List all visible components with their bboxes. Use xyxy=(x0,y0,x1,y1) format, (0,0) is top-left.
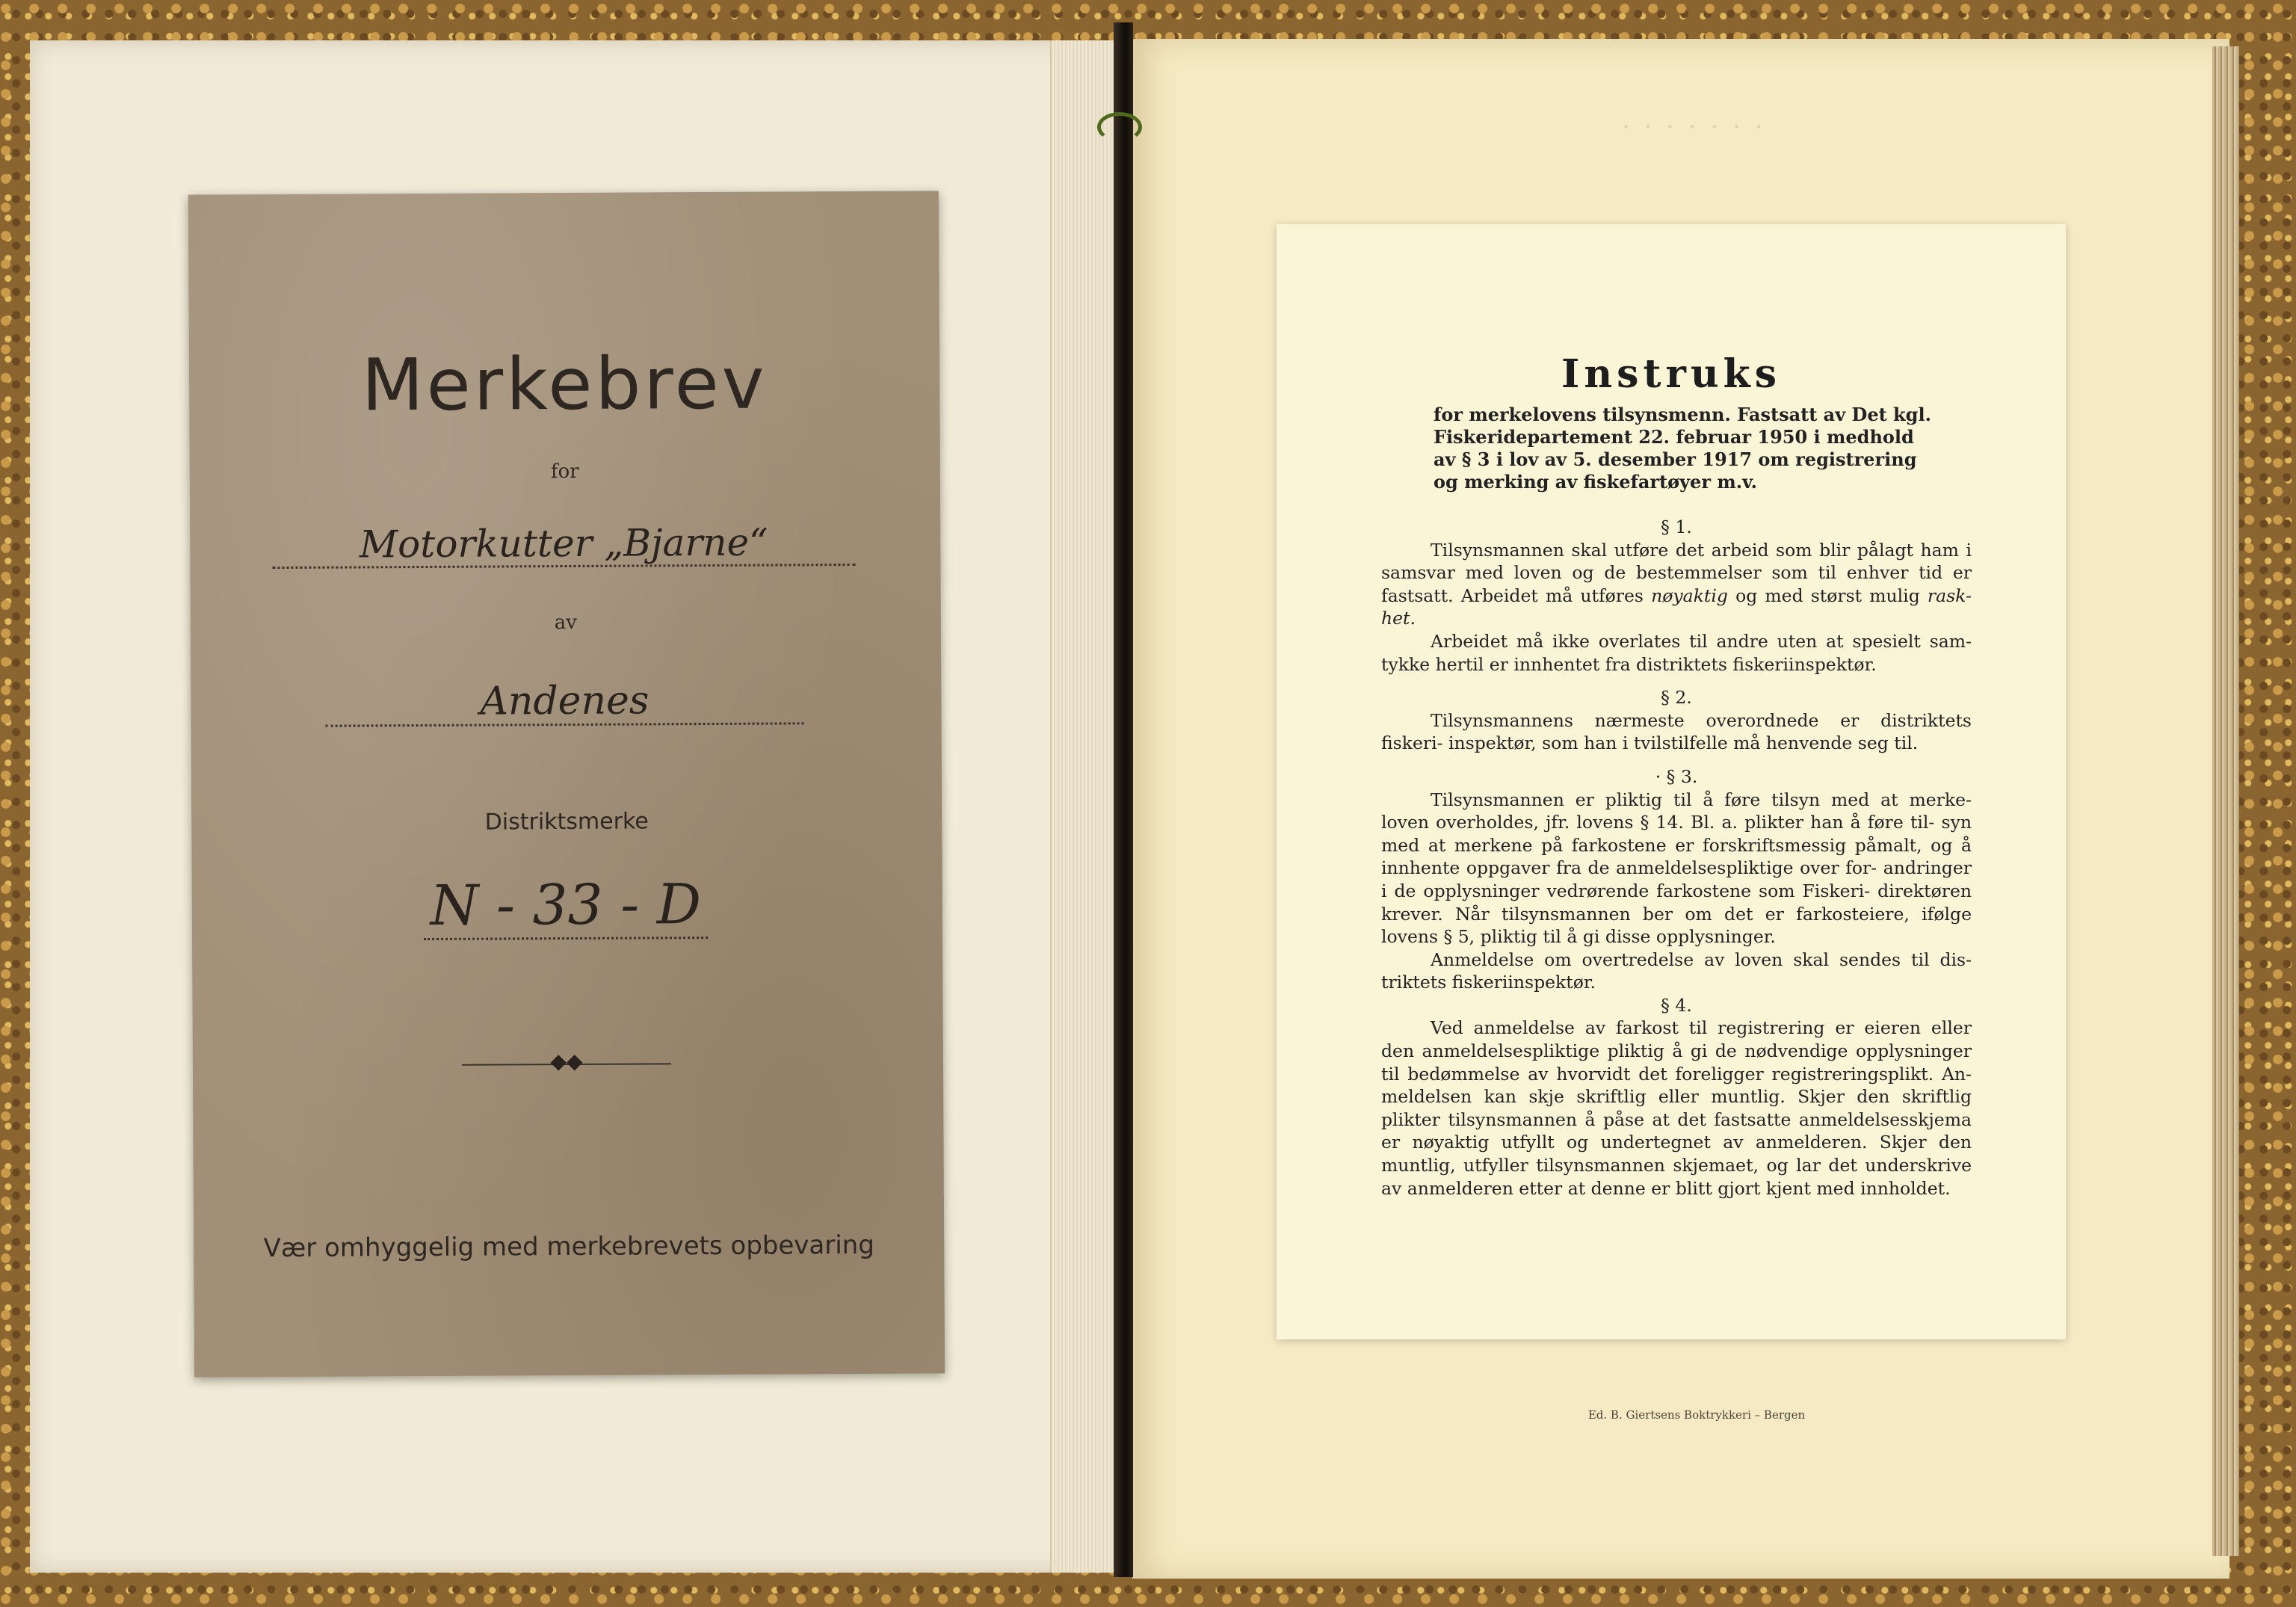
card-district-label: Distriktsmerke xyxy=(484,808,649,836)
instruks-intro: for merkelovens tilsynsmenn. Fastsatt av Det kgl. Fiskeridepartement 22. februar 1950 i medhold av § 3 i lov av 5. desember 1917 om registrering og merking av fiskefartøyer m.v. xyxy=(1434,404,1931,493)
binding-thread xyxy=(1097,112,1142,142)
section-1-heading: § 1. xyxy=(1661,516,1692,537)
bleed-through-text: · · · · · · · xyxy=(1622,112,1766,142)
section-1-paragraph-1: Tilsynsmannen skal utføre det arbeid som blir pålagt ham i samsvar med loven og de bestemmelser som til enhver tid er fastsatt. Arbeidet må utføres nøyaktig og med størst mulig rask- het. xyxy=(1381,539,1972,629)
section-3-heading: · § 3. xyxy=(1655,765,1698,787)
card-footer: Vær omhyggelig med merkebrevets opbevaring xyxy=(263,1230,874,1264)
card-district-mark: N - 33 - D xyxy=(424,872,708,940)
section-2-paragraph-1: Tilsynsmannens nærmeste overordnede er distriktets fiskeri- inspektør, som han i tvilstilfelle må henvende seg til. xyxy=(1381,709,1972,754)
instruks-title: Instruks xyxy=(1561,351,1781,397)
printer-imprint: Ed. B. Giertsens Boktrykkeri – Bergen xyxy=(1587,1408,1806,1422)
ornament-glyph: ◆◆ xyxy=(550,1048,583,1074)
card-owner-place: Andenes xyxy=(325,677,803,727)
card-ornament xyxy=(462,1048,671,1074)
section-3-paragraph-1: Tilsynsmannen er pliktig til å føre tilsyn med at merke- loven overholdes, jfr. lovens § 14. Bl. a. plikter han å føre til- syn med at merkene på farkostene er forskriftsmessig påmalt, og å innhente oppgaver fra de anmeldelsespliktige over for- andringer i de opplysninger vedrørende farkostene som Fiskeri- direktøren krever. Når tilsynsmannen ber om det er farkosteiere, ifølge lovens § 5, pliktig til å gi disse opplysninger. xyxy=(1381,789,1972,948)
card-av-label: av xyxy=(554,611,578,635)
section-4-heading: § 4. xyxy=(1661,994,1692,1016)
page-edges xyxy=(2212,46,2239,1556)
merkebrev-card xyxy=(188,191,945,1377)
instruks-body xyxy=(1381,516,1972,1200)
section-1-paragraph-2: Arbeidet må ikke overlates til andre uten at spesielt sam- tykke hertil er innhentet fra distriktets fiskeriinspektør. xyxy=(1381,630,1972,675)
instruks-sheet xyxy=(1277,224,2066,1339)
card-vessel-name: Motorkutter „Bjarne“ xyxy=(272,520,855,569)
card-title: Merkebrev xyxy=(361,341,768,428)
section-4-paragraph-1: Ved anmeldelse av farkost til registrering er eieren eller den anmeldelsespliktige pliktig å gi de nødvendige opplysninger til bedømmelse av hvorvidt det foreligger registreringsplikt. An- meldelsen kan skje skriftlig eller muntlig. Skjer den skriftlig plikter tilsynsmannen å påse at det fastsatte anmeldelsesskjema er nøyaktig utfyllt og undertegnet av anmelderen. Skjer den muntlig, utfyller tilsynsmannen skjemaet, og lar det underskrive av anmelderen etter at denne er blitt gjort kjent med innholdet. xyxy=(1381,1017,1972,1199)
section-2-heading: § 2. xyxy=(1661,687,1692,709)
gutter xyxy=(1114,22,1133,1577)
section-3-paragraph-2: Anmeldelse om overtredelse av loven skal sendes til dis- triktets fiskeriinspektør. xyxy=(1381,949,1972,993)
card-for-label: for xyxy=(550,460,579,484)
